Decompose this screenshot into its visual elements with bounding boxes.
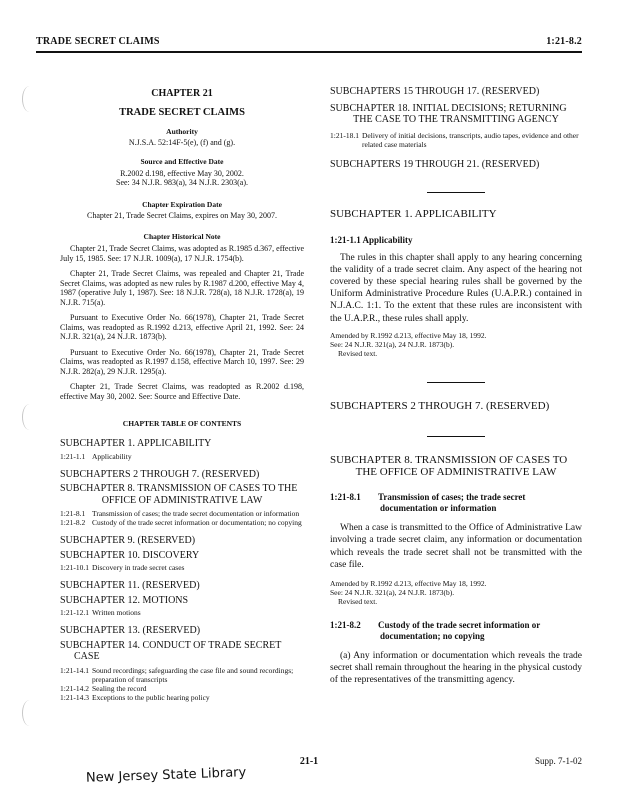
toc-item: 1:21-1.1 Applicability	[60, 451, 132, 461]
section-divider	[427, 192, 485, 193]
running-header-section: 1:21-8.2	[546, 36, 582, 47]
toc-subchapter: SUBCHAPTER 10. DISCOVERY	[60, 549, 200, 561]
history-paragraph: Chapter 21, Trade Secret Claims, was adopted as R.1985 d.367, effective July 15, 1985. See: 17 N.J.R. 1009(a), 17 N.J.R. 1754(b).	[60, 244, 304, 263]
chapter-title: TRADE SECRET CLAIMS	[119, 107, 245, 118]
left-column	[60, 86, 304, 702]
history-paragraph: Pursuant to Executive Order No. 66(1978), Chapter 21, Trade Secret Claims, was readopted as R.1997 d.158, effective March 10, 1997. See: 29 N.J.R. 282(a), 29 N.J.R. 1295(a).	[60, 347, 304, 376]
section-heading: 1:21-8.1 Transmission of cases; the trade secret documentation or information	[330, 492, 526, 514]
toc-item: 1:21-18.1 Delivery of initial decisions, transcripts, audio tapes, evidence and other related case materials	[330, 130, 579, 149]
supplement-date: Supp. 7-1-02	[535, 756, 582, 766]
toc-subchapter: SUBCHAPTERS 15 THROUGH 17. (RESERVED)	[330, 86, 540, 97]
toc-item: 1:21-8.1 Transmission of cases; the trade secret documentation or information	[60, 509, 300, 518]
subchapter-heading-cont: THE OFFICE OF ADMINISTRATIVE LAW	[355, 465, 557, 478]
subchapter-heading: SUBCHAPTER 8. TRANSMISSION OF CASES TO	[330, 454, 568, 467]
toc-item: 1:21-8.2 Custody of the trade secret information or documentation; no copying	[60, 518, 302, 527]
amendment-note: See: 24 N.J.R. 321(a), 24 N.J.R. 1873(b).	[330, 588, 455, 598]
scan-mark	[22, 404, 37, 430]
right-column	[330, 86, 582, 687]
history-paragraph: Chapter 21, Trade Secret Claims, was repealed and Chapter 21, Trade Secret Claims, was adopted as new rules by R.1987 d.200, effective May 4, 1987 (operative July 1, 1987). See: 18 N.J.R. 728(a), 18 N.J.R. 1728(a), 19 N.J.R. 715(a).	[60, 269, 304, 307]
expiration-text: Chapter 21, Trade Secret Claims, expires on May 30, 2007.	[87, 210, 277, 220]
toc-subchapter-cont: THE CASE TO THE TRANSMITTING AGENCY	[353, 114, 559, 125]
subchapter-heading: SUBCHAPTER 1. APPLICABILITY	[330, 208, 497, 220]
history-paragraph: Chapter 21, Trade Secret Claims, was readopted as R.2002 d.198, effective May 30, 2002. See: Source and Effective Date.	[60, 382, 304, 401]
section-divider	[427, 382, 485, 383]
library-stamp: New Jersey State Library	[85, 765, 247, 786]
history-heading: Chapter Historical Note	[143, 232, 221, 241]
section-heading: 1:21-1.1 Applicability	[330, 234, 413, 245]
toc-subchapter: SUBCHAPTER 1. APPLICABILITY	[60, 438, 212, 449]
scan-mark	[22, 86, 37, 112]
toc-subchapter: SUBCHAPTER 18. INITIAL DECISIONS; RETURNING	[330, 102, 567, 114]
amendment-note: Amended by R.1992 d.213, effective May 18, 1992.	[330, 330, 487, 340]
toc-item: 1:21-10.1 Discovery in trade secret cases	[60, 563, 185, 572]
expiration-heading: Chapter Expiration Date	[142, 199, 222, 209]
section-body: (a) Any information or documentation which reveals the trade secret shall remain throughout the hearing in the physical custody of the representatives of the transmitting agency.	[330, 651, 582, 686]
chapter-number: CHAPTER 21	[151, 88, 213, 99]
header-rule	[36, 51, 582, 53]
toc-subchapter: SUBCHAPTER 11. (RESERVED)	[60, 580, 200, 591]
page-number: 21-1	[299, 756, 319, 767]
authority-heading: Authority	[166, 127, 198, 136]
amendment-note: Revised text.	[338, 597, 378, 607]
source-line: See: 34 N.J.R. 983(a), 34 N.J.R. 2303(a).	[116, 178, 248, 187]
authority-text: N.J.S.A. 52:14F-5(e), (f) and (g).	[128, 138, 236, 147]
section-body: When a case is transmitted to the Office of Administrative Law involving a trade secret claim, any information or documentation which reveals the trade secret shall not be transmitted with the case file.	[330, 523, 582, 570]
amendment-note: See: 24 N.J.R. 321(a), 24 N.J.R. 1873(b).	[330, 339, 455, 349]
toc-item: 1:21-12.1 Written motions	[60, 608, 141, 617]
amendment-note: Amended by R.1992 d.213, effective May 18, 1992.	[330, 579, 487, 589]
history-paragraph: Pursuant to Executive Order No. 66(1978), Chapter 21, Trade Secret Claims, was readopted as R.1992 d.213, effective April 21, 1992. See: 24 N.J.R. 321(a), 24 N.J.R. 1873(b).	[60, 313, 304, 341]
toc-subchapter: SUBCHAPTER 12. MOTIONS	[60, 594, 189, 606]
toc-item: 1:21-14.1 Sound recordings; safeguarding the case file and sound recordings; preparation of transcripts	[60, 665, 294, 684]
toc-subchapter-cont: CASE	[74, 651, 100, 662]
toc-subchapter: SUBCHAPTER 13. (RESERVED)	[60, 625, 201, 636]
scan-mark	[22, 700, 37, 726]
running-header-title: TRADE SECRET CLAIMS	[36, 36, 160, 47]
toc-subchapter: SUBCHAPTER 14. CONDUCT OF TRADE SECRET	[60, 639, 282, 651]
subchapter-heading: SUBCHAPTERS 2 THROUGH 7. (RESERVED)	[330, 399, 550, 412]
source-line: R.2002 d.198, effective May 30, 2002.	[120, 168, 244, 178]
source-heading: Source and Effective Date	[140, 156, 224, 166]
toc-subchapter: SUBCHAPTERS 19 THROUGH 21. (RESERVED)	[330, 158, 540, 170]
amendment-note: Revised text.	[338, 348, 378, 358]
toc-subchapter-cont: OFFICE OF ADMINISTRATIVE LAW	[101, 494, 263, 506]
toc-subchapter: SUBCHAPTER 9. (RESERVED)	[60, 535, 196, 546]
section-divider	[427, 436, 485, 437]
section-body: The rules in this chapter shall apply to any hearing concerning the validity of a trade secret claim. Any aspect of the hearing not covered by these special hearing rules shall be governed by the Uniform Administrative Procedure Rules (U.A.P.R.) contained in N.J.A.C. 1:1. To the extent that these rules are inconsistent with the U.A.P.R., these rules shall apply.	[330, 252, 582, 324]
toc-heading: CHAPTER TABLE OF CONTENTS	[122, 419, 242, 428]
toc-subchapter: SUBCHAPTERS 2 THROUGH 7. (RESERVED)	[60, 468, 260, 480]
toc-subchapter: SUBCHAPTER 8. TRANSMISSION OF CASES TO THE	[60, 483, 298, 494]
section-heading: 1:21-8.2 Custody of the trade secret information or documentation; no copying	[330, 620, 541, 642]
toc-item: 1:21-14.3 Exceptions to the public hearing policy	[60, 692, 210, 702]
toc-item: 1:21-14.2 Sealing the record	[60, 683, 147, 693]
